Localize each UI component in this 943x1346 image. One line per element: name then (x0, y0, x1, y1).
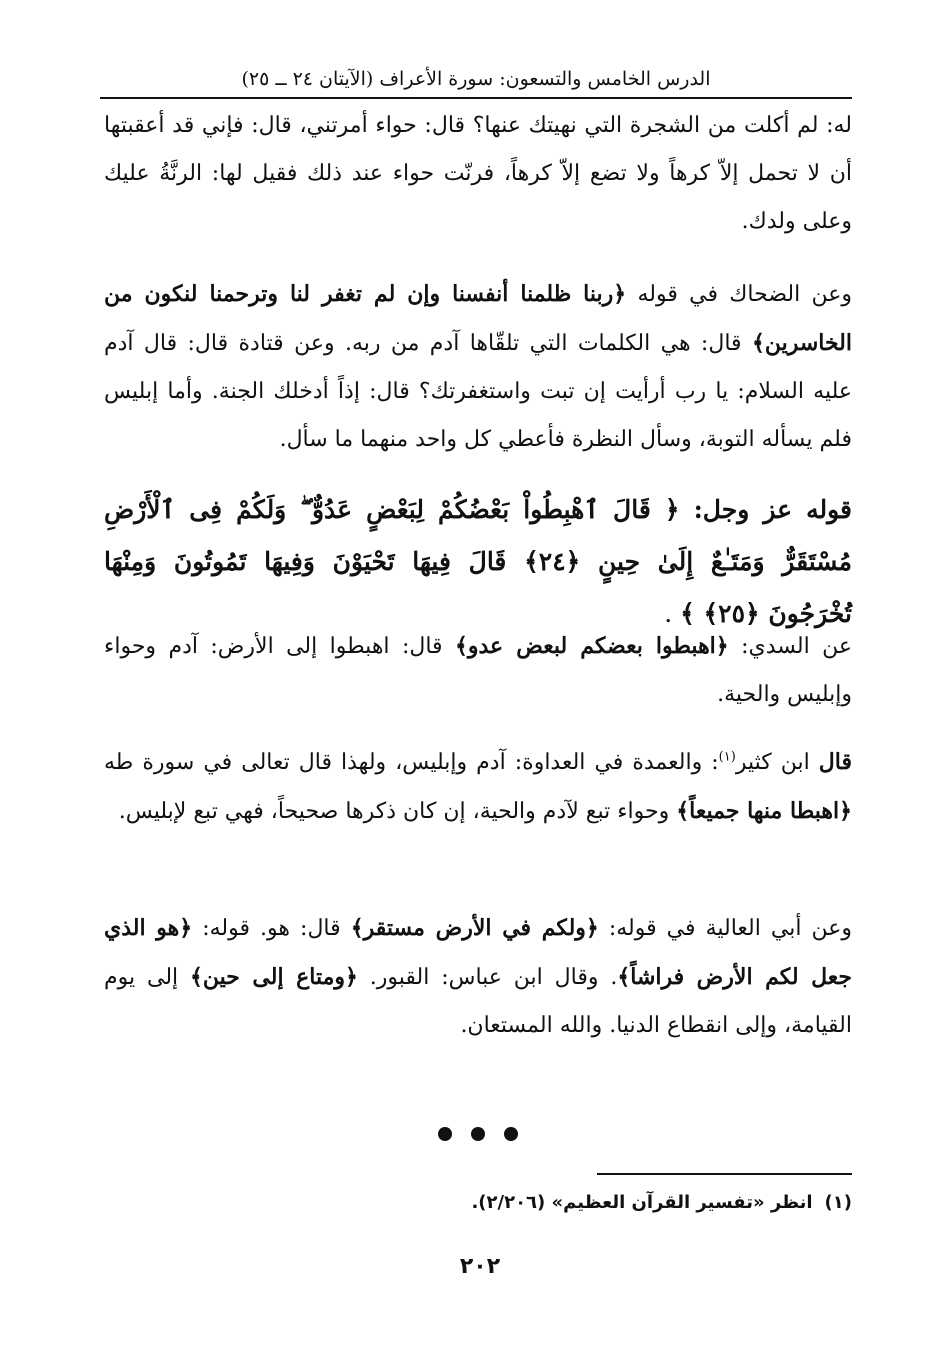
paragraph-5-part2: : والعمدة في العداوة: آدم وإبليس، ولهذا قال تعالى في سورة طه (104, 750, 719, 775)
paragraph-4-part1: عن السدي: (728, 634, 853, 659)
paragraph-2-text (104, 270, 852, 464)
paragraph-4 (104, 622, 852, 719)
paragraph-5 (104, 738, 852, 836)
paragraph-6-part2: قال: هو. قوله: (192, 916, 351, 941)
quran-quote: ﴿هو الذي جعل لكم الأرض فراشاً﴾ (104, 915, 852, 990)
paragraph-4-part2: قال: اهبطوا إلى الأرض: آدم وحواء وإبليس والحية. (104, 634, 852, 707)
footnote (104, 1188, 852, 1218)
verse-lead: قوله عز وجل: (679, 495, 853, 524)
quran-quote: ﴿ولكم في الأرض مستقر﴾ (350, 915, 599, 941)
separator-dot (471, 1127, 485, 1141)
paragraph-3-verse (104, 484, 852, 640)
paragraph-5-text (104, 738, 852, 836)
paragraph-3-text (104, 484, 852, 640)
quran-verse: ﴿ قَالَ ٱهْبِطُواْ بَعْضُكُمْ لِبَعْضٍ عَدُوٌّ ۖ وَلَكُمْ فِى ٱلْأَرْضِ مُسْتَقَرٌّ وَمَتَـٰعٌ إِلَىٰ حِينٍ ﴿٢٤﴾ قَالَ فِيهَا تَحْيَوْنَ وَفِيهَا تَمُوتُونَ وَمِنْهَا تُخْرَجُونَ ﴿٢٥﴾ ﴾ (104, 495, 852, 628)
verse-tail: . (664, 599, 681, 628)
section-separator (438, 1124, 518, 1144)
separator-dot (504, 1127, 518, 1141)
paragraph-1-text: له: لم أكلت من الشجرة التي نهيتك عنها؟ قال: حواء أمرتني، قال: فإني قد أعقبتها أن لا تحمل إلاّ كرهاً ولا تضع إلاّ كرهاً، فرنّت حواء عند ذلك فقيل لها: الرنَّةُ عليك وعلى ولدك. (104, 113, 852, 234)
separator-dot (438, 1127, 452, 1141)
quran-quote: ﴿اهبطوا بعضكم لبعض عدو﴾ (454, 633, 729, 659)
paragraph-4-text (104, 622, 852, 719)
paragraph-6-part4: إلى يوم القيامة، وإلى انقطاع الدنيا. والله المستعان. (104, 965, 852, 1038)
paragraph-5-part1: ابن كثير (735, 750, 819, 775)
header-rule (100, 97, 852, 99)
paragraph-2-part2: قال: هي الكلمات التي تلقّاها آدم من ربه. وعن قتادة قال: قال آدم عليه السلام: يا رب أرأيت إن تبت واستغفرتك؟ قال: إذاً أدخلك الجنة. وأما إبليس فلم يسأله التوبة، وسأل النظرة فأعطي كل واحد منهما ما سأل. (104, 331, 852, 452)
footnote-text: انظر «تفسير القرآن العظيم» (٢/٢٠٦). (471, 1192, 813, 1213)
quran-quote: ﴿اهبطا منها جميعاً﴾ (676, 798, 852, 824)
paragraph-6 (104, 904, 852, 1050)
footnote-number: (١) (824, 1192, 852, 1213)
paragraph-2 (104, 270, 852, 464)
paragraph-5-lead: قال (818, 749, 852, 775)
quran-quote: ﴿ربنا ظلمنا أنفسنا وإن لم تغفر لنا وترحمنا لنكون من الخاسرين﴾ (104, 281, 852, 356)
paragraph-6-part3: . وقال ابن عباس: القبور. (357, 965, 618, 990)
page-number: ٢٠٢ (459, 1254, 501, 1279)
paragraph-6-part1: وعن أبي العالية في قوله: (598, 916, 852, 941)
paragraph-5-part3: وحواء تبع لآدم والحية، إن كان ذكرها صحيحاً، فهي تبع لإبليس. (118, 799, 677, 824)
quran-quote: ﴿ومتاع إلى حين﴾ (190, 964, 358, 990)
paragraph-1 (104, 102, 852, 246)
paragraph-6-text (104, 904, 852, 1050)
paragraph-2-part1: وعن الضحاك في قوله (626, 282, 852, 307)
running-header: الدرس الخامس والتسعون: سورة الأعراف (الآيتان ٢٤ ــ ٢٥) (241, 68, 711, 90)
footnote-reference[interactable]: (١) (718, 749, 736, 765)
footnote-rule (597, 1173, 852, 1175)
